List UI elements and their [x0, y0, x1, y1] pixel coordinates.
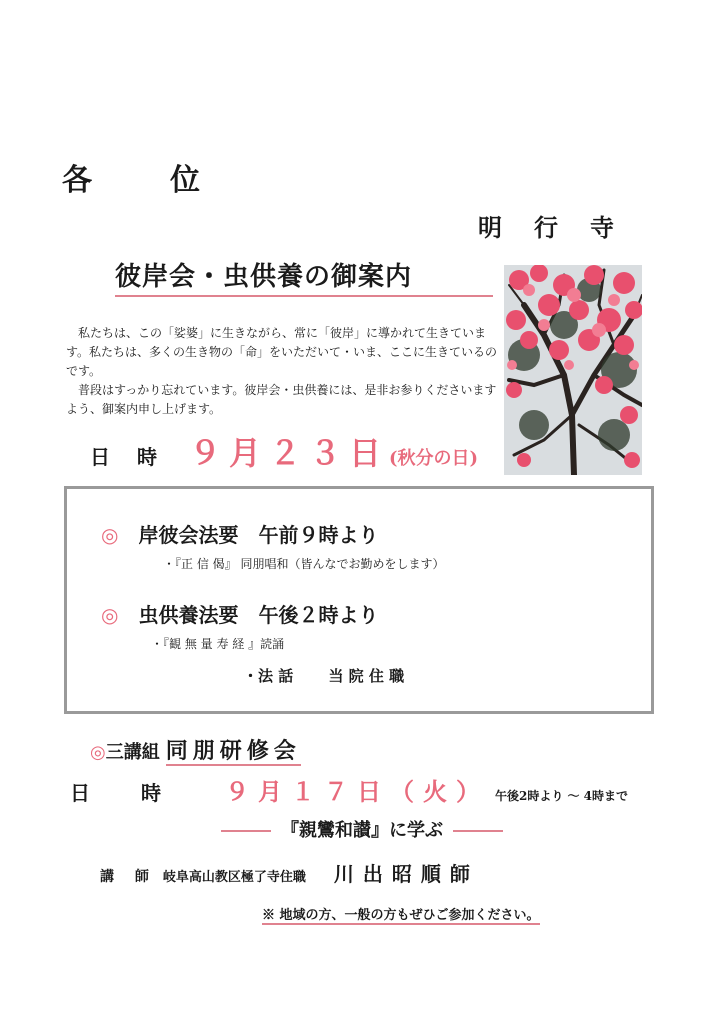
- study-group: 三講組: [105, 742, 160, 763]
- lecturer-name: 川出昭順師: [333, 862, 479, 886]
- service-1-detail: ・『正 信 偈』 同朋唱和（皆んなでお勤めをします）: [163, 557, 445, 571]
- service-2-title: ◎ 虫供養法要 午後２時より: [101, 603, 379, 627]
- study-date-row: [70, 772, 628, 807]
- intro-paragraph-1: 私たちは、この「娑婆」に生きながら、常に「彼岸」に導かれて生きています。私たちは、多くの生き物の「命」をいただいて・いま、ここに生きているのです。: [66, 326, 498, 378]
- study-time-range: 午後2時より ～ 4時まで: [494, 789, 629, 803]
- study-topic: 『親鸞和讃』に学ぶ: [0, 816, 724, 842]
- double-circle-icon: ◎: [101, 523, 119, 547]
- double-circle-icon: ◎: [90, 742, 106, 763]
- intro-text: [66, 324, 498, 419]
- recipient-heading: 各 位: [62, 163, 206, 198]
- event-date-row: [90, 428, 478, 474]
- lecturer-label: 講 師: [100, 869, 157, 885]
- lecturer-affiliation: 岐阜高山教区極了寺住職: [162, 870, 306, 885]
- lecturer-row: [100, 858, 479, 887]
- crape-myrtle-photo: [504, 265, 642, 475]
- page-title: 彼岸会・虫供養の御案内: [115, 256, 493, 297]
- divider-line: [453, 830, 503, 832]
- double-circle-icon: ◎: [101, 603, 119, 627]
- study-session-name: 同朋研修会: [165, 738, 301, 764]
- intro-paragraph-2: 普段はすっかり忘れています。彼岸会・虫供養には、是非お参りくださいますよう、御案内申し上げます。: [66, 383, 497, 416]
- study-date: ９月１７日（火）: [224, 778, 489, 806]
- event-date: ９月２３日: [188, 434, 389, 472]
- service-1-title: ◎ 岸彼会法要 午前９時より: [101, 523, 379, 547]
- event-date-note: (秋分の日): [388, 448, 479, 469]
- study-date-label: 日 時: [70, 781, 183, 805]
- temple-name: 明 行 寺: [478, 213, 618, 242]
- participation-notice: ※ 地域の方、一般の方もぜひご参加ください。: [262, 904, 540, 925]
- study-session-heading: [90, 734, 301, 765]
- event-date-label: 日 時: [90, 445, 167, 469]
- service-2-detail-sutra: ・『観 無 量 寿 経 』読誦: [151, 637, 285, 651]
- service-2-detail-sermon: ・法 話 当 院 住 職: [243, 667, 405, 685]
- divider-line: [221, 830, 271, 832]
- services-box: [64, 486, 654, 714]
- flower-tree-image: [504, 265, 642, 475]
